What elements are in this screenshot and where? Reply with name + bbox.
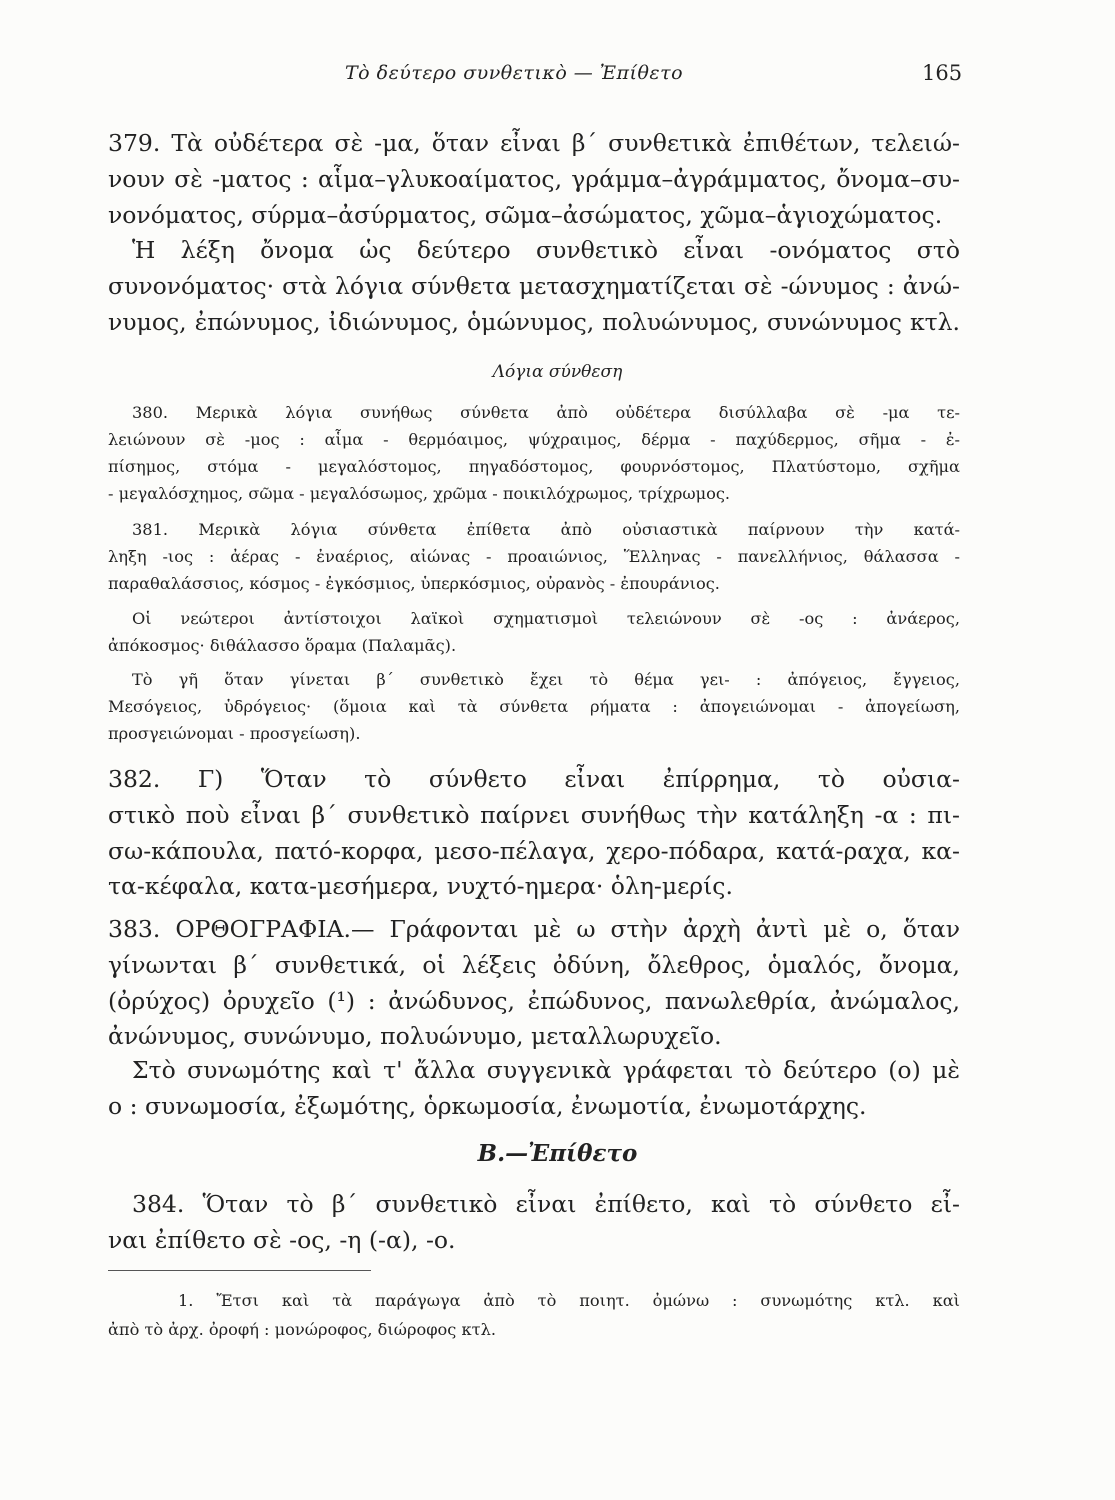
- text-line: πίσημος, στόμα - μεγαλόστομος, πηγαδόστομος, φουρνόστομος, Πλατύστομο, σχῆμα: [108, 457, 960, 476]
- running-title: Τὸ δεύτερο συνθετικὸ — Ἐπίθετο: [345, 62, 684, 84]
- footnote: [108, 1286, 960, 1344]
- footnote-line: 1. Ἔτσι καὶ τὰ παράγωγα ἀπὸ τὸ ποιητ. ὀμώνω : συνωμότης κτλ. καὶ: [178, 1291, 960, 1310]
- text-line: παραθαλάσσιος, κόσμος - ἐγκόσμιος, ὑπερκόσμιος, οὐρανὸς - ἐπουράνιος.: [108, 574, 720, 593]
- text-line: νονόματος, σύρμα–ἀσύρματος, σῶμα–ἀσώματος, χῶμα–ἁγιοχώματος.: [108, 200, 943, 229]
- page-number: 165: [922, 61, 963, 85]
- text-line: ἀπόκοσμος· διθάλασσο ὅραμα (Παλαμᾶς).: [108, 636, 457, 655]
- text-line: ἀνώνυμος, συνώνυμο, πολυώνυμο, μεταλλωρυχεῖο.: [108, 1022, 722, 1051]
- text-line: τα-κέφαλα, κατα-μεσήμερα, νυχτό-ημερα· ὁλη-μερίς.: [108, 872, 733, 901]
- text-line: ο : συνωμοσία, ἐξωμότης, ὁρκωμοσία, ἐνωμοτία, ἐνωμοτάρχης.: [108, 1091, 867, 1120]
- paragraph-380: [108, 399, 960, 507]
- text-line: 384. Ὅταν τὸ β΄ συνθετικὸ εἶναι ἐπίθετο, καὶ τὸ σύνθετο εἶ-: [132, 1190, 960, 1218]
- text-line: - μεγαλόσχημος, σῶμα - μεγαλόσωμος, χρῶμα - ποικιλόχρωμος, τρίχρωμος.: [108, 484, 731, 503]
- text-line: γίνωνται β΄ συνθετικά, οἱ λέξεις ὀδύνη, ὄλεθρος, ὁμαλός, ὄνομα,: [108, 950, 960, 979]
- subheading-epitheto: Β.—Ἐπίθετο: [477, 1140, 638, 1167]
- text-line: 379. Τὰ οὐδέτερα σὲ -μα, ὅταν εἶναι β΄ συνθετικὰ ἐπιθέτων, τελειώ-: [108, 129, 960, 157]
- text-line: Οἱ νεώτεροι ἀντίστοιχοι λαϊκοὶ σχηματισμοὶ τελειώνουν σὲ -ος : ἀνάερος,: [132, 609, 960, 628]
- text-line: ληξη -ιος : ἀέρας - ἐναέριος, αἰώνας - προαιώνιος, Ἕλληνας - πανελλήνιος, θάλασσα -: [108, 547, 960, 566]
- paragraph-379: [108, 126, 960, 341]
- text-line: 382. Γ) Ὅταν τὸ σύνθετο εἶναι ἐπίρρημα, τὸ οὐσια-: [108, 765, 960, 793]
- text-line: συνονόματος· στὰ λόγια σύνθετα μετασχηματίζεται σὲ -ώνυμος : ἀνώ-: [108, 272, 960, 301]
- text-line: Ἡ λέξη ὄνομα ὡς δεύτερο συνθετικὸ εἶναι -ονόματος στὸ: [132, 236, 960, 265]
- text-line: στικὸ ποὺ εἶναι β΄ συνθετικὸ παίρνει συνήθως τὴν κατάληξη -α : πι-: [108, 800, 960, 829]
- text-line: Τὸ γῆ ὅταν γίνεται β΄ συνθετικὸ ἔχει τὸ θέμα γει- : ἀπόγειος, ἔγγειος,: [132, 670, 960, 689]
- footnote-line: ἀπὸ τὸ ἀρχ. ὀροφή : μονώροφος, διώροφος κτλ.: [108, 1320, 496, 1339]
- text-line: 381. Μερικὰ λόγια σύνθετα ἐπίθετα ἀπὸ οὐσιαστικὰ παίρνουν τὴν κατά-: [132, 520, 960, 539]
- text-line: νουν σὲ -ματος : αἷμα–γλυκοαίματος, γράμμα–ἀγράμματος, ὄνομα–συ-: [108, 164, 960, 193]
- paragraph-381-gi: [108, 666, 960, 747]
- paragraph-382: [108, 762, 960, 905]
- paragraph-383: [108, 912, 960, 1055]
- text-line: 380. Μερικὰ λόγια συνήθως σύνθετα ἀπὸ οὐδέτερα δισύλλαβα σὲ -μα τε-: [132, 403, 960, 422]
- paragraph-381-folk: [108, 605, 960, 659]
- text-line: Στὸ συνωμότης καὶ τ' ἄλλα συγγενικὰ γράφεται τὸ δεύτερο (ο) μὲ: [132, 1056, 960, 1084]
- text-line: σω-κάπουλα, πατό-κορφα, μεσο-πέλαγα, χερο-πόδαρα, κατά-ραχα, κα-: [108, 836, 960, 865]
- text-line: λειώνουν σὲ -μος : αἷμα - θερμόαιμος, ψύχραιμος, δέρμα - παχύδερμος, σῆμα - ἐ-: [108, 430, 960, 449]
- text-line: προσγειώνομαι - προσγείωση).: [108, 724, 361, 743]
- footnote-rule: [108, 1270, 371, 1271]
- text-line: Μεσόγειος, ὑδρόγειος· (ὅμοια καὶ τὰ σύνθετα ρήματα : ἀπογειώνομαι - ἀπογείωση,: [108, 697, 960, 716]
- running-header: [0, 62, 1115, 92]
- text-line: ναι ἐπίθετο σὲ -ος, -η (-α), -ο.: [108, 1225, 456, 1254]
- text-line: νυμος, ἐπώνυμος, ἰδιώνυμος, ὁμώνυμος, πολυώνυμος, συνώνυμος κτλ.: [108, 307, 960, 336]
- paragraph-384: [108, 1187, 960, 1259]
- paragraph-383-synomotis: [108, 1053, 960, 1125]
- text-line: (ὀρύχος) ὀρυχεῖο (¹) : ἀνώδυνος, ἐπώδυνος, πανωλεθρία, ἀνώμαλος,: [108, 986, 960, 1015]
- subheading-logia-synthesi: Λόγια σύνθεση: [492, 362, 623, 382]
- paragraph-381: [108, 516, 960, 597]
- text-line: 383. ΟΡΘΟΓΡΑΦΙΑ.— Γράφονται μὲ ω στὴν ἀρχὴ ἀντὶ μὲ ο, ὅταν: [108, 915, 960, 943]
